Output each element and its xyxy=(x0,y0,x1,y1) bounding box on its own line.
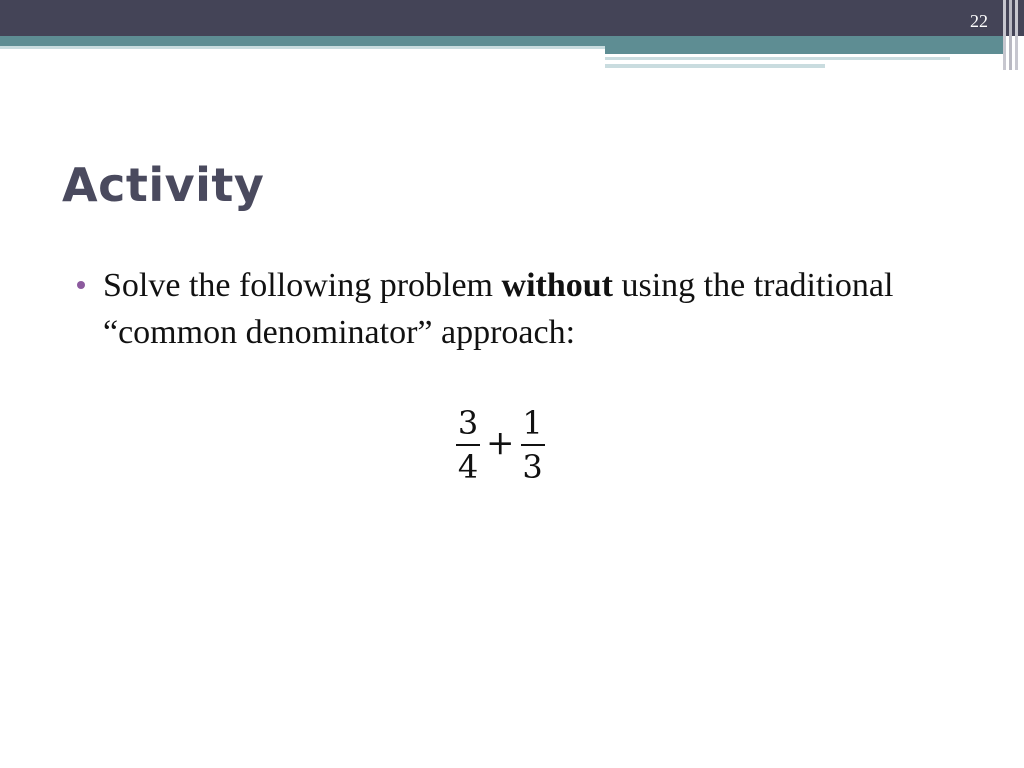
slide-title: Activity xyxy=(62,158,265,212)
slide-number: 22 xyxy=(970,11,988,31)
fraction-bar xyxy=(456,444,480,446)
fraction-right xyxy=(521,404,545,486)
header-accent-line xyxy=(605,57,950,60)
denominator: 4 xyxy=(457,448,479,486)
bullet-text-emphasis: without xyxy=(501,267,613,304)
denominator: 3 xyxy=(522,448,543,486)
vertical-line xyxy=(1009,0,1012,70)
bullet-item xyxy=(72,262,952,356)
header-vertical-lines xyxy=(1003,0,1024,70)
header-accent-line-short xyxy=(605,64,825,68)
vertical-line xyxy=(1015,0,1018,70)
numerator: 1 xyxy=(522,404,543,442)
numerator: 3 xyxy=(457,404,479,442)
header-band-light xyxy=(0,46,605,49)
vertical-line xyxy=(1003,0,1006,70)
bullet-text-after: using the traditional “common denominator” approach: xyxy=(103,267,894,351)
plus-operator: + xyxy=(486,423,515,463)
math-expression xyxy=(456,404,545,486)
bullet-text-before: Solve the following problem xyxy=(103,267,502,304)
fraction-bar xyxy=(521,444,545,446)
bullet-dot-icon xyxy=(77,281,85,289)
bullet-list xyxy=(72,262,952,356)
header-band-dark xyxy=(0,0,1024,36)
fraction-left xyxy=(456,404,480,486)
header-band-teal-right xyxy=(605,46,1004,54)
header-band-teal xyxy=(0,36,1004,46)
